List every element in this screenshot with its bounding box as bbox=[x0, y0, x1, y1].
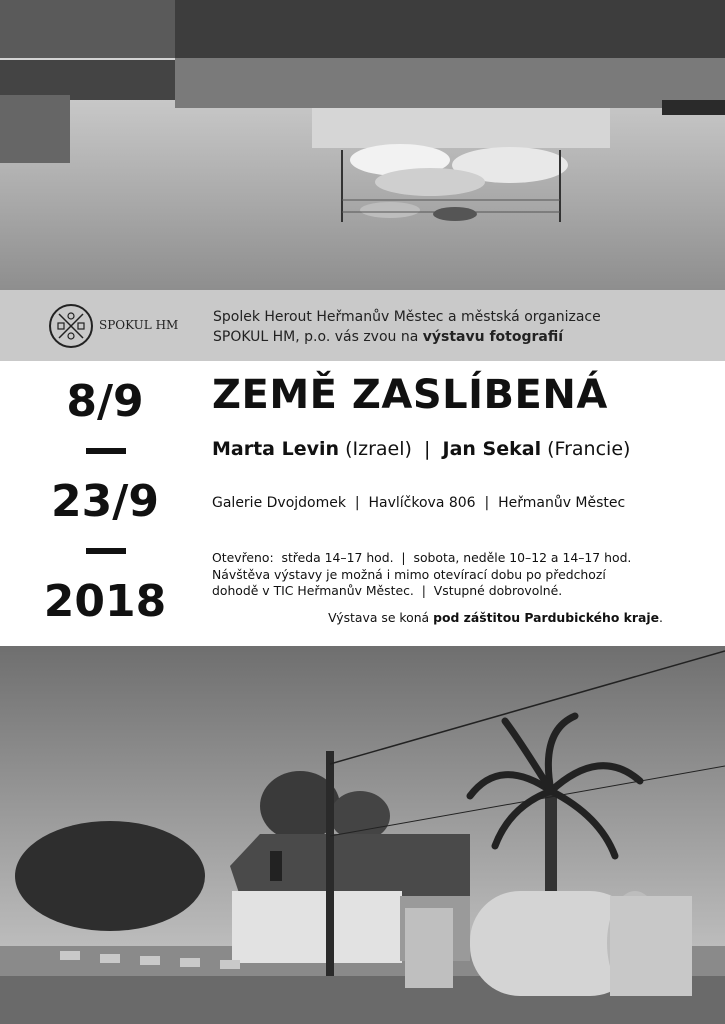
bottom-photograph bbox=[0, 646, 725, 1024]
year: 2018 bbox=[43, 576, 167, 627]
opening-hours: Otevřeno: středa 14–17 hod. | sobota, neděle 10–12 a 14–17 hod. bbox=[212, 550, 632, 565]
date-dash bbox=[30, 532, 180, 572]
exhibition-title: ZEMĚ ZASLÍBENÁ bbox=[212, 372, 608, 418]
visit-note-1: Návštěva výstavy je možná i mimo otevírací dobu po předchozí bbox=[212, 566, 606, 582]
artist-1-name: Marta Levin bbox=[212, 438, 340, 460]
organizer-line-2: SPOKUL HM, p.o. vás zvou na výstavu fotografií bbox=[213, 329, 564, 345]
organizer-text bbox=[213, 307, 713, 347]
opening-info bbox=[212, 550, 667, 600]
artists-line bbox=[212, 438, 630, 460]
logo-label: SPOKUL HM bbox=[99, 318, 179, 332]
organizer-line-1: Spolek Herout Heřmanův Městec a městská organizace bbox=[213, 309, 601, 325]
exhibition-dates bbox=[30, 372, 180, 632]
artist-1-country: (Izrael) bbox=[345, 438, 412, 460]
artist-2-country: (Francie) bbox=[547, 438, 631, 460]
venue-address: Galerie Dvojdomek | Havlíčkova 806 | Heřmanův Městec bbox=[212, 495, 626, 511]
spokul-logo-icon bbox=[49, 304, 93, 348]
start-date: 8/9 bbox=[66, 376, 144, 427]
end-date: 23/9 bbox=[51, 476, 159, 527]
top-photograph bbox=[0, 0, 725, 290]
artist-2-name: Jan Sekal bbox=[442, 438, 542, 460]
visit-note-2: dohodě v TIC Heřmanův Městec. | Vstupné dobrovolné. bbox=[212, 583, 563, 598]
date-dash bbox=[30, 432, 180, 472]
patronage-note: Výstava se koná pod záštitou Pardubického kraje. bbox=[328, 610, 663, 625]
artist-separator: | bbox=[424, 438, 431, 460]
